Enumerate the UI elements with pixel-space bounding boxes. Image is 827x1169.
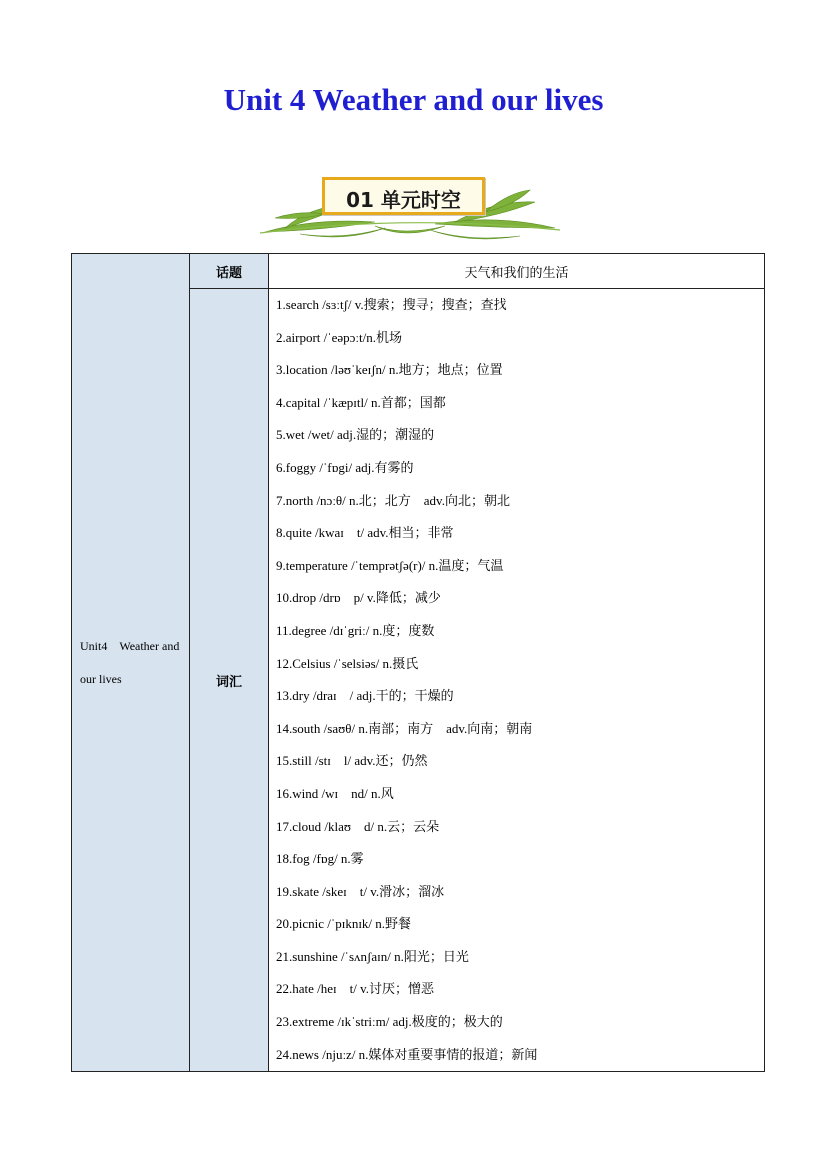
section-banner [255,170,565,245]
list-item: 21.sunshine /ˈsʌnʃaɪn/ n.阳光；日光 [276,948,469,964]
list-item: 14.south /saʊθ/ n.南部；南方 adv.向南；朝南 [276,720,533,736]
list-item: 24.news /njuːz/ n.媒体对重要事情的报道；新闻 [276,1046,538,1062]
list-item: 3.location /ləʊˈkeɪʃn/ n.地方；地点；位置 [276,362,503,378]
page-title: Unit 4 Weather and our lives [223,82,604,117]
list-item: 2.airport /ˈeəpɔːt/n.机场 [276,329,402,345]
list-item: 4.capital /ˈkæpɪtl/ n.首都；国都 [276,394,446,410]
list-item: 19.skate /skeɪ t/ v.滑冰；溜冰 [276,883,445,899]
list-item: 1.search /sɜːtʃ/ v.搜索；搜寻；搜查；查找 [276,297,507,312]
list-item: 7.north /nɔːθ/ n.北；北方 adv.向北；朝北 [276,492,510,508]
unit-cell: Unit4 Weather and our lives [72,254,190,1072]
topic-value: 天气和我们的生活 [269,254,765,289]
topic-label: 话题 [190,254,269,289]
list-item: 9.temperature /ˈtemprətʃə(r)/ n.温度；气温 [276,557,504,573]
list-item: 17.cloud /klaʊ d/ n.云；云朵 [276,818,440,834]
list-item: 11.degree /dɪˈgriː/ n.度；度数 [276,622,435,638]
list-item: 10.drop /drɒ p/ v.降低；减少 [276,590,441,606]
section-number: 01 [346,188,374,212]
list-item: 18.fog /fɒg/ n.雾 [276,851,364,867]
list-item: 13.dry /draɪ / adj.干的；干燥的 [276,688,454,704]
section-badge [322,177,485,215]
vocabulary-table [71,253,765,1072]
list-item: 15.still /stɪ l/ adv.还；仍然 [276,753,428,769]
list-item: 22.hate /heɪ t/ v.讨厌；憎恶 [276,981,435,997]
list-item: 20.picnic /ˈpɪknɪk/ n.野餐 [276,916,412,932]
list-item: 8.quite /kwaɪ t/ adv.相当；非常 [276,525,454,541]
list-item: 23.extreme /ɪkˈstriːm/ adj.极度的；极大的 [276,1014,503,1030]
list-item: 5.wet /wet/ adj.湿的；潮湿的 [276,427,435,443]
list-item: 12.Celsius /ˈselsiəs/ n.摄氏 [276,655,419,671]
section-name: 单元时空 [380,188,461,212]
vocab-label: 词汇 [190,289,269,1072]
list-item: 16.wind /wɪ nd/ n.风 [276,785,394,801]
word-list [269,289,765,1072]
list-item: 6.foggy /ˈfɒgi/ adj.有雾的 [276,459,414,475]
